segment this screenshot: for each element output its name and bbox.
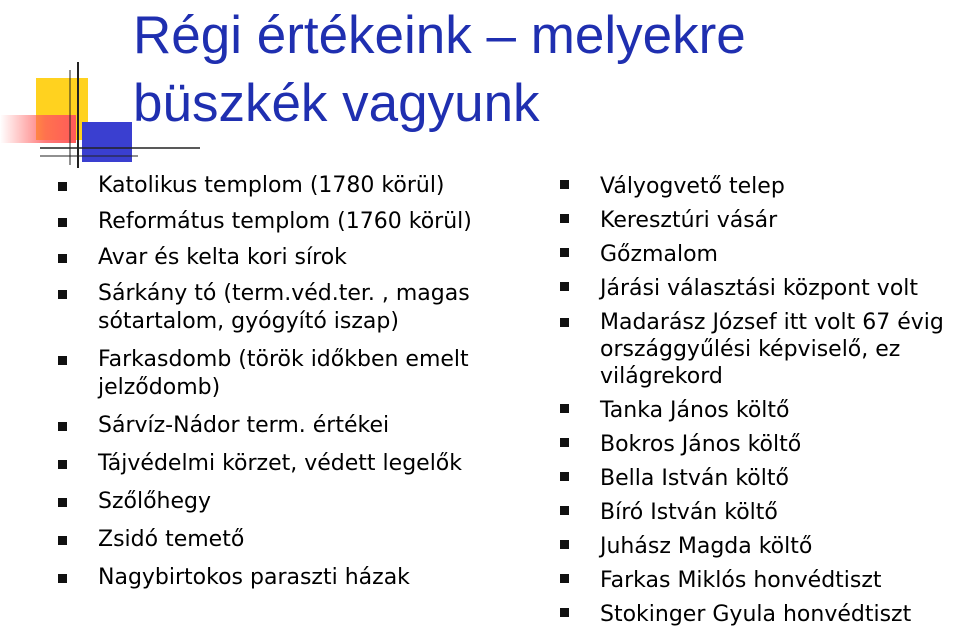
left-list-item bbox=[58, 172, 528, 200]
right-list-item bbox=[560, 238, 960, 272]
right-list-item bbox=[560, 598, 960, 632]
right-list-item bbox=[560, 496, 960, 530]
left-list-item-text: Zsidó temető bbox=[98, 527, 245, 552]
deco-red-bar bbox=[0, 115, 76, 143]
right-list-item bbox=[560, 309, 960, 390]
right-bullet-list bbox=[560, 170, 960, 632]
left-list-item bbox=[58, 488, 528, 516]
right-list-item-text: Stokinger Gyula honvédtiszt bbox=[600, 602, 912, 627]
left-list-item-text: Szőlőhegy bbox=[98, 489, 212, 514]
left-list-item bbox=[58, 564, 528, 592]
left-list-item-text: Református templom (1760 körül) bbox=[98, 209, 472, 234]
left-list-item-text: Sárkány tó (term.véd.ter. , magas bbox=[98, 281, 470, 306]
right-list-item bbox=[560, 530, 960, 564]
right-list-item-text: Tanka János költő bbox=[600, 398, 790, 423]
left-list-item-text: Nagybirtokos paraszti házak bbox=[98, 565, 410, 590]
left-list-item-text: Farkasdomb (török időkben emelt bbox=[98, 347, 469, 372]
left-list-item-text: jelződomb) bbox=[98, 375, 221, 400]
left-list-item-text: Avar és kelta kori sírok bbox=[98, 245, 347, 270]
right-list-item bbox=[560, 462, 960, 496]
right-list-item bbox=[560, 272, 960, 306]
right-list-item-text: világrekord bbox=[600, 364, 723, 389]
right-list-item-text: Gőzmalom bbox=[600, 242, 718, 267]
right-list-item bbox=[560, 170, 960, 204]
left-bullet-list bbox=[58, 172, 528, 592]
right-list-item-text: Vályogvető telep bbox=[600, 174, 785, 199]
right-list-item-text: Juhász Magda költő bbox=[600, 534, 813, 559]
right-list-item-text: Farkas Miklós honvédtiszt bbox=[600, 568, 882, 593]
right-list-item-text: Madarász József itt volt 67 évig bbox=[600, 310, 944, 335]
right-list-item bbox=[560, 564, 960, 598]
right-list-item-text: Járási választási központ volt bbox=[600, 276, 919, 301]
left-list-item-text: Tájvédelmi körzet, védett legelők bbox=[98, 451, 463, 476]
left-list-item-text: sótartalom, gyógyító iszap) bbox=[98, 309, 399, 334]
title-line-2: büszkék vagyunk bbox=[133, 74, 540, 133]
left-list-item bbox=[58, 526, 528, 554]
right-list-item bbox=[560, 394, 960, 428]
right-list-item-text: országgyűlési képviselő, ez bbox=[600, 337, 901, 362]
left-list-item bbox=[58, 208, 528, 236]
right-list-item-text: Bokros János költő bbox=[600, 432, 802, 457]
slide-title bbox=[133, 2, 953, 138]
left-list-item bbox=[58, 412, 528, 440]
right-list-item-text: Bella István költő bbox=[600, 466, 789, 491]
left-list-item bbox=[58, 346, 528, 402]
right-list-item-text: Bíró István költő bbox=[600, 500, 778, 525]
left-list-item bbox=[58, 280, 528, 336]
left-list-item bbox=[58, 244, 528, 272]
right-list-item-text: Keresztúri vásár bbox=[600, 208, 778, 233]
left-list-item bbox=[58, 450, 528, 478]
left-list-item-text: Sárvíz-Nádor term. értékei bbox=[98, 413, 390, 438]
right-list-item bbox=[560, 204, 960, 238]
right-list-item bbox=[560, 428, 960, 462]
title-line-1: Régi értékeink – melyekre bbox=[133, 6, 746, 65]
left-list-item-text: Katolikus templom (1780 körül) bbox=[98, 173, 445, 198]
